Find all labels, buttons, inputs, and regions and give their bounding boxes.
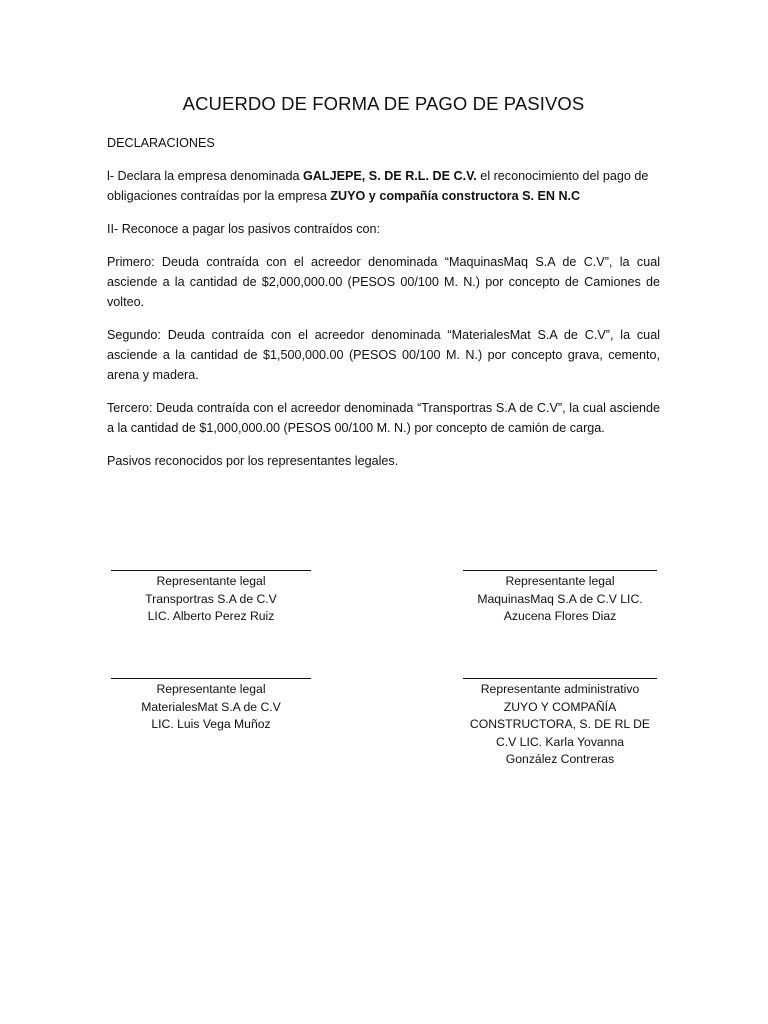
signature-block-materialesmat	[111, 678, 311, 734]
signature-company: MaquinasMaq S.A de C.V LIC.	[477, 591, 643, 606]
signature-role: Representante legal	[156, 574, 266, 588]
signature-person-cont: González Contreras	[505, 752, 615, 766]
declaration-2: II- Reconoce a pagar los pasivos contraídos con:	[107, 222, 381, 236]
document-title: ACUERDO DE FORMA DE PAGO DE PASIVOS	[182, 93, 585, 114]
debtor-company: ZUYO y compañía constructora S. EN N.C	[330, 189, 581, 203]
signature-block-zuyo	[463, 678, 657, 769]
signature-company: MaterialesMat S.A de C.V	[141, 699, 281, 714]
signature-line	[463, 570, 657, 571]
signature-person: LIC. Alberto Perez Ruiz	[147, 609, 275, 623]
signature-company: ZUYO Y COMPAÑÍA	[503, 699, 617, 714]
declaring-company: GALJEPE, S. DE R.L. DE C.V.	[303, 169, 477, 183]
closing-statement: Pasivos reconocidos por los representantes legales.	[107, 454, 399, 468]
debt-first: Primero: Deuda contraída con el acreedor denominada “MaquinasMaq S.A de C.V”, la cual asciende a la cantidad de $2,000,000.00 (PESOS 00/100 M. N.) por concepto de Camiones de volteo.	[107, 255, 660, 309]
signature-person: LIC. Luis Vega Muñoz	[151, 717, 271, 731]
declaration-1-prefix: l- Declara la empresa denominada	[107, 169, 304, 183]
signature-role: Representante legal	[505, 574, 615, 588]
debt-second: Segundo: Deuda contraída con el acreedor denominada “MaterialesMat S.A de C.V”, la cual asciende a la cantidad de $1,500,000.00 (PESOS 00/100 M. N.) por concepto grava, cemento, arena y madera.	[107, 328, 660, 382]
signature-line	[111, 570, 311, 571]
signature-role: Representante legal	[156, 682, 266, 696]
signature-company-cont: CONSTRUCTORA, S. DE RL DE	[469, 717, 651, 731]
section-heading: DECLARACIONES	[107, 136, 215, 150]
signature-company: Transportras S.A de C.V	[145, 591, 277, 606]
signature-line	[111, 678, 311, 679]
signature-block-transportras	[111, 570, 311, 626]
signature-person: C.V LIC. Karla Yovanna	[495, 734, 625, 749]
signature-line	[463, 678, 657, 679]
signature-role: Representante administrativo	[480, 682, 640, 696]
signature-block-maquinasmaq	[463, 570, 657, 626]
signature-person: Azucena Flores Diaz	[503, 609, 617, 623]
debt-third: Tercero: Deuda contraída con el acreedor denominada “Transportras S.A de C.V”, la cual asciende a la cantidad de $1,000,000.00 (PESOS 00/100 M. N.) por concepto de camión de carga.	[107, 401, 660, 435]
declaration-1	[107, 166, 660, 206]
declaration-1-middle: el reconocimiento del pago de obligaciones contraídas por la empresa	[107, 169, 649, 203]
